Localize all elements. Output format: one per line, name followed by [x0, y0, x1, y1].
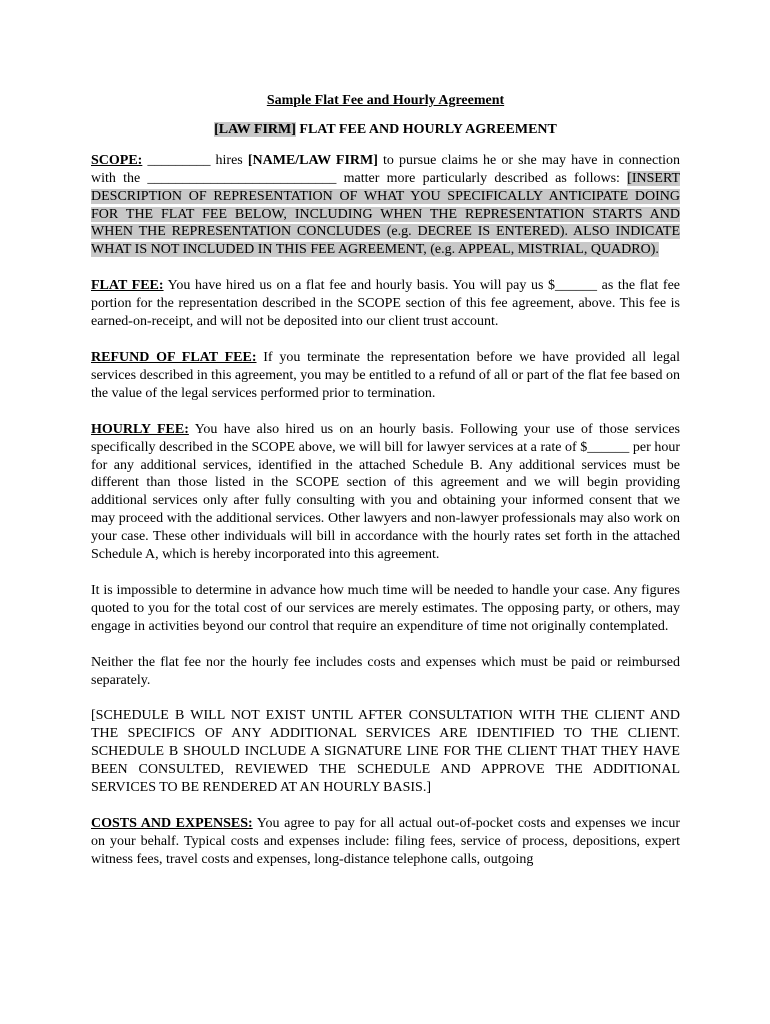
law-firm-placeholder: [LAW FIRM]	[214, 121, 296, 137]
schedule-b-note: [SCHEDULE B WILL NOT EXIST UNTIL AFTER CONSULTATION WITH THE CLIENT AND THE SPECIFICS OF ANY ADDITIONAL SERVICES ARE IDENTIFIED TO THE CLIENT. SCHEDULE B SHOULD INCLUDE A SIGNATURE LINE FOR THE CLIENT THAT THEY HAVE BEEN CONSULTED, REVIEWED THE SCHEDULE AND APPROVE THE ADDITIONAL SERVICES TO BE RENDERED AT AN HOURLY BASIS.]	[91, 708, 680, 796]
scope-paragraph	[91, 152, 680, 259]
costs-text: You agree to pay for all actual out-of-pocket costs and expenses we incur on your behalf. Typical costs and expenses include: filing fees, service of process, depositions, expert witness fees, travel costs and expenses, long-distance telephone calls, outgoing	[91, 816, 680, 867]
hourly-fee-label: HOURLY FEE:	[91, 421, 189, 437]
party-placeholder: [NAME/LAW FIRM]	[247, 152, 378, 168]
costs-paragraph	[91, 815, 680, 869]
flat-fee-text: You have hired us on a flat fee and hourly basis. You will pay us $______ as the flat fee portion for the representation described in the SCOPE section of this fee agreement, above. This fee is earned-on-receipt, and will not be deposited into our client trust account.	[91, 278, 681, 330]
costs-note-paragraph: Neither the flat fee nor the hourly fee includes costs and expenses which must be paid or reimbursed separately.	[91, 654, 680, 688]
scope-label: SCOPE:	[91, 152, 143, 168]
scope-text: to pursue claims he or she may have in connection with the ___________________________ matter more particularly described as follows:	[91, 152, 680, 186]
hourly-fee-paragraph	[91, 421, 680, 564]
agreement-heading	[91, 121, 680, 139]
heading-text: FLAT FEE AND HOURLY AGREEMENT	[295, 121, 557, 137]
scope-blank: _________ hires	[142, 152, 248, 168]
hourly-fee-text: You have also hired us on an hourly basis. Following your use of those services specifically described in the SCOPE above, we will bill for lawyer services at a rate of $______ per hour for any additional services, identified in the attached Schedule B. Any additional services must be different than those listed in the SCOPE section of this agreement and we will begin providing additional services only after fully consulting with you and obtaining your informed consent that we may proceed with the additional services. Other lawyers and non-lawyer professionals may also work on your case. These other individuals will bill in accordance with the hourly rates set forth in the attached Schedule A, which is hereby incorporated into this agreement.	[91, 421, 680, 563]
flat-fee-label: FLAT FEE:	[91, 278, 164, 294]
costs-label: COSTS AND EXPENSES:	[91, 816, 253, 831]
document-page	[91, 92, 680, 887]
flat-fee-paragraph	[91, 277, 680, 331]
document-title: Sample Flat Fee and Hourly Agreement	[266, 93, 505, 108]
refund-text: If you terminate the representation before we have provided all legal services described in this agreement, you may be entitled to a refund of all or part of the flat fee based on the value of the legal services performed prior to termination.	[91, 349, 680, 401]
scope-instructions: [INSERT DESCRIPTION OF REPRESENTATION OF WHAT YOU SPECIFICALLY ANTICIPATE DOING FOR THE FLAT FEE BELOW, INCLUDING WHEN THE REPRESENTATION STARTS AND WHEN THE REPRESENTATION CONCLUDES (e.g. DECREE IS ENTERED). ALSO INDICATE WHAT IS NOT INCLUDED IN THIS FEE AGREEMENT, (e.g. APPEAL, MISTRIAL, QUADRO).	[91, 170, 680, 258]
refund-paragraph	[91, 349, 680, 403]
estimate-paragraph: It is impossible to determine in advance how much time will be needed to handle your case. Any figures quoted to you for the total cost of our services are merely estimates. The opposing party, or others, may engage in activities beyond our control that require an expenditure of time not originally contemplated.	[91, 582, 680, 634]
refund-label: REFUND OF FLAT FEE:	[91, 349, 257, 365]
